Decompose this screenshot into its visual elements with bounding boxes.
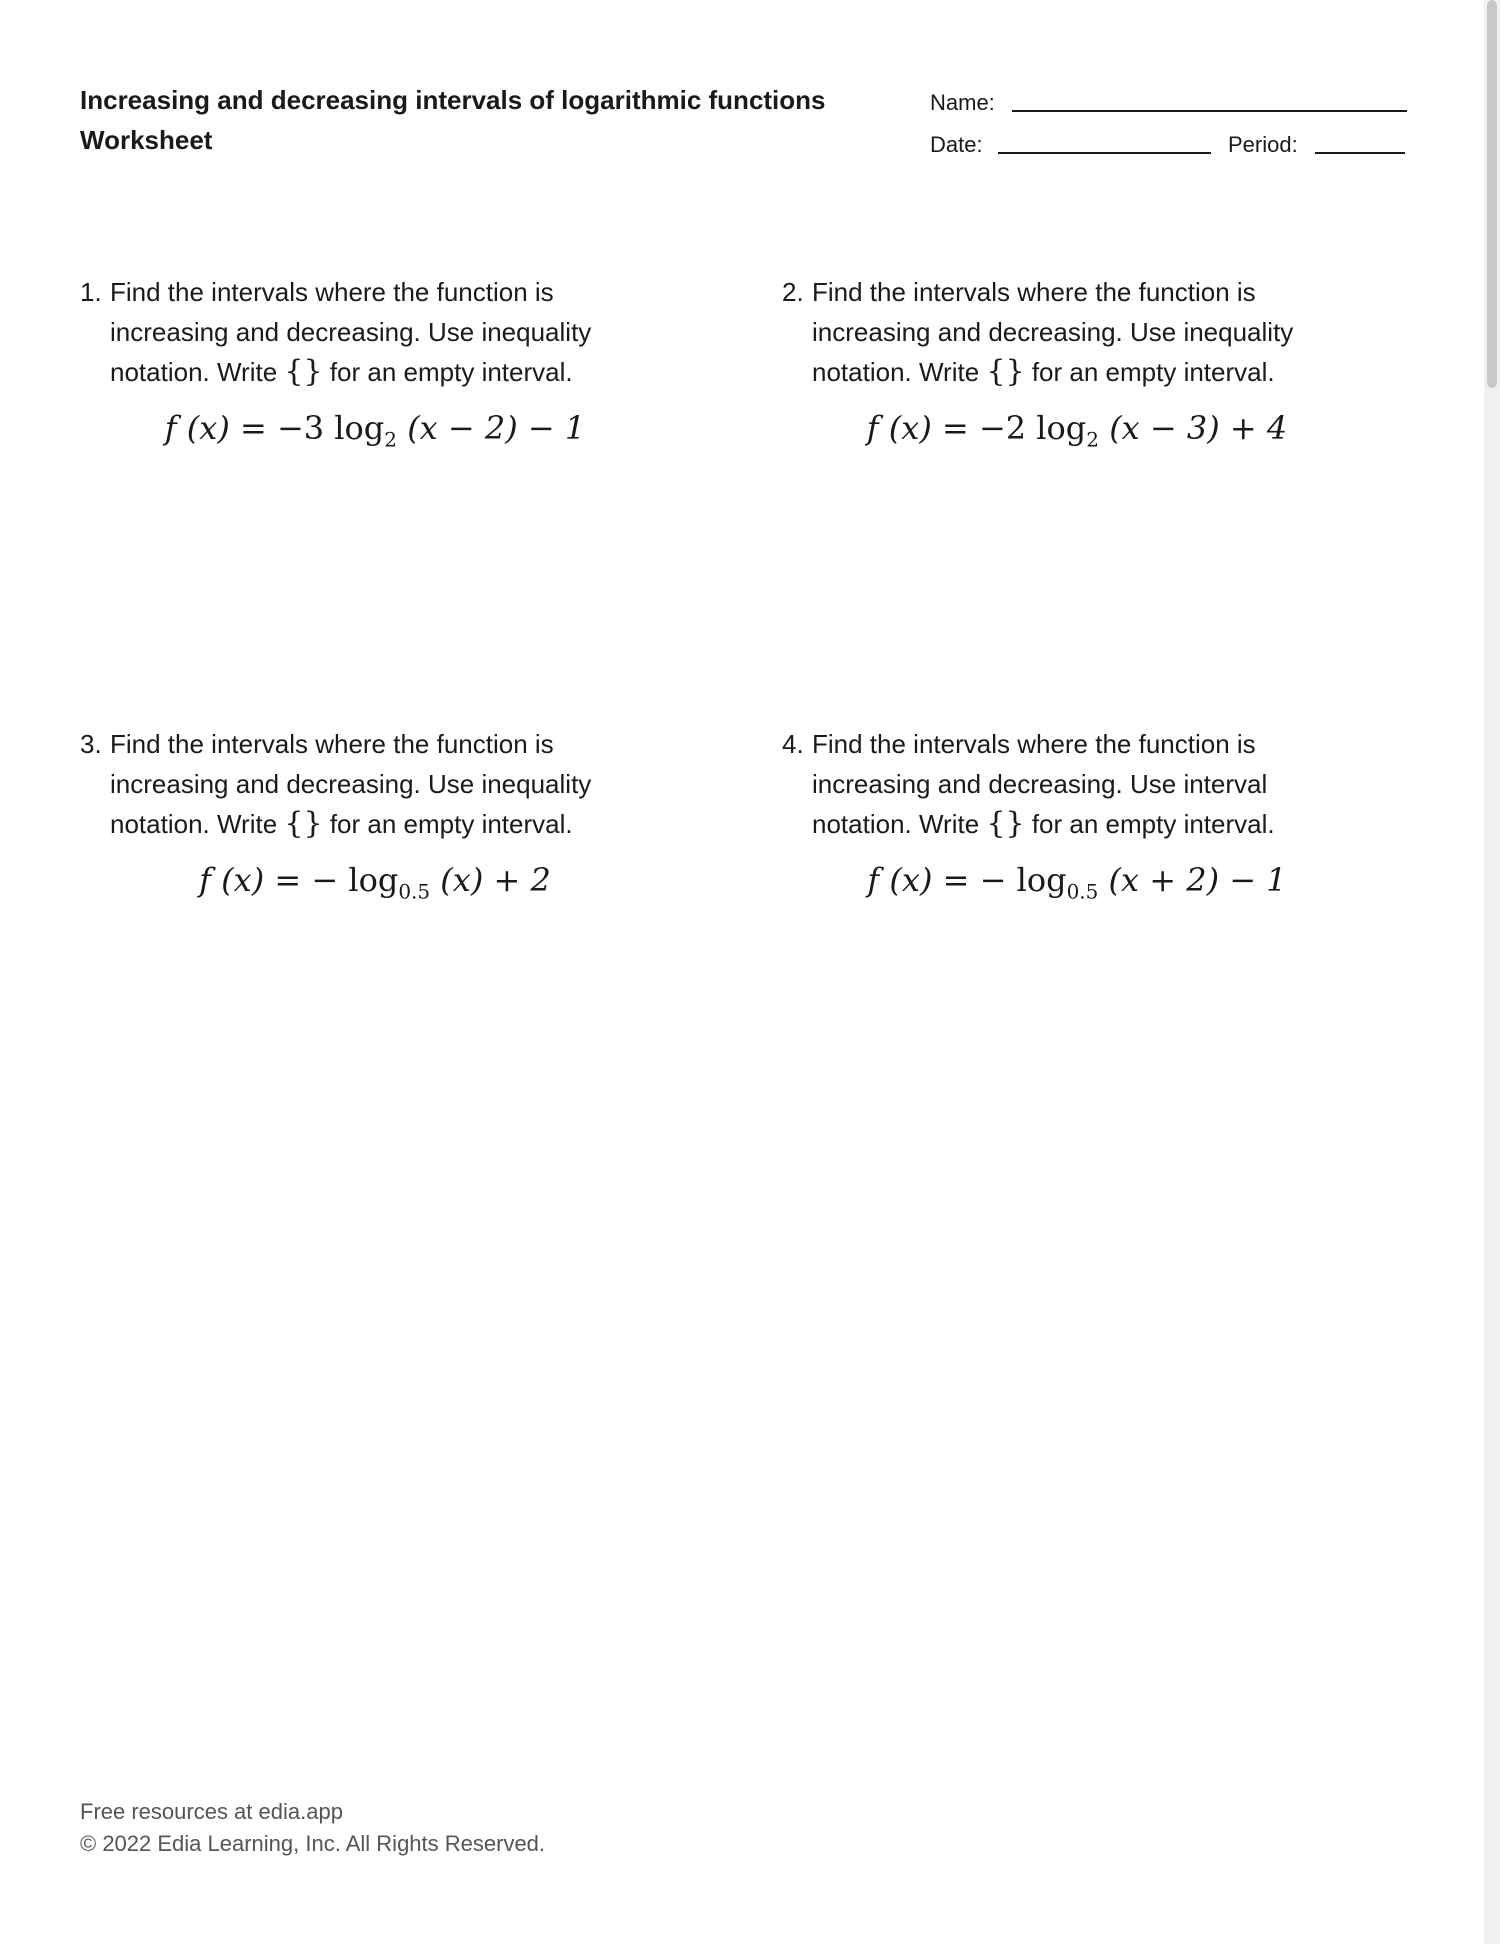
student-info-fields (930, 88, 1410, 172)
empty-set-symbol: {} (986, 354, 1025, 389)
function-formula (782, 406, 1342, 461)
problem-number: 2. (782, 277, 804, 307)
worksheet-title (80, 80, 880, 160)
instruction-text-end: for an empty interval. (1031, 809, 1275, 839)
formula-lhs: f (x) = (867, 861, 980, 899)
formula-coef: − log (311, 861, 399, 899)
problem-instructions (80, 724, 640, 844)
instruction-text-end: for an empty interval. (329, 809, 573, 839)
problem-number: 1. (80, 277, 102, 307)
instruction-text: Find the intervals where the function is increasing and decreasing. Use interval notation. Write (812, 729, 1268, 839)
problem-2 (782, 272, 1342, 461)
problem-3 (80, 724, 640, 913)
date-label: Date: (930, 132, 983, 157)
formula-log-base: 0.5 (1066, 879, 1099, 904)
period-line (1315, 152, 1405, 154)
problem-instructions (782, 724, 1342, 844)
period-label: Period: (1228, 132, 1298, 157)
problem-number: 3. (80, 729, 102, 759)
formula-log-base: 2 (1086, 427, 1100, 452)
footer-resources-link: Free resources at edia.app (80, 1799, 343, 1824)
formula-log-base: 0.5 (398, 879, 431, 904)
formula-lhs: f (x) = (866, 409, 979, 447)
empty-set-symbol: {} (284, 806, 323, 841)
instruction-text: Find the intervals where the function is increasing and decreasing. Use inequality notation. Write (110, 729, 592, 839)
footer-copyright: © 2022 Edia Learning, Inc. All Rights Reserved. (80, 1831, 546, 1856)
formula-coef: −2 log (978, 409, 1087, 447)
name-line (1012, 110, 1407, 112)
instruction-text-end: for an empty interval. (1031, 357, 1275, 387)
formula-lhs: f (x) = (199, 861, 312, 899)
problem-instructions (782, 272, 1342, 392)
function-formula (80, 406, 640, 461)
formula-argument: (x − 2) − 1 (397, 409, 586, 447)
title-line-2: Worksheet (80, 125, 213, 155)
function-formula (80, 858, 640, 913)
title-line-1: Increasing and decreasing intervals of logarithmic functions (80, 85, 826, 115)
problem-instructions (80, 272, 640, 392)
formula-log-base: 2 (384, 427, 398, 452)
instruction-text: Find the intervals where the function is increasing and decreasing. Use inequality notation. Write (110, 277, 592, 387)
instruction-text: Find the intervals where the function is increasing and decreasing. Use inequality notation. Write (812, 277, 1294, 387)
scrollbar-thumb[interactable] (1487, 0, 1497, 388)
formula-lhs: f (x) = (164, 409, 277, 447)
vertical-scrollbar[interactable] (1484, 0, 1500, 1944)
page-footer (80, 1796, 545, 1860)
instruction-text-end: for an empty interval. (329, 357, 573, 387)
problem-number: 4. (782, 729, 804, 759)
formula-argument: (x − 3) + 4 (1099, 409, 1288, 447)
empty-set-symbol: {} (284, 354, 323, 389)
formula-argument: (x + 2) − 1 (1098, 861, 1287, 899)
name-label: Name: (930, 90, 995, 115)
name-field-row (930, 88, 1410, 130)
function-formula (782, 858, 1342, 913)
date-line (998, 152, 1211, 154)
date-period-row (930, 130, 1410, 172)
formula-argument: (x) + 2 (430, 861, 551, 899)
empty-set-symbol: {} (986, 806, 1025, 841)
problem-1 (80, 272, 640, 461)
formula-coef: − log (979, 861, 1067, 899)
problem-4 (782, 724, 1342, 913)
formula-coef: −3 log (276, 409, 385, 447)
